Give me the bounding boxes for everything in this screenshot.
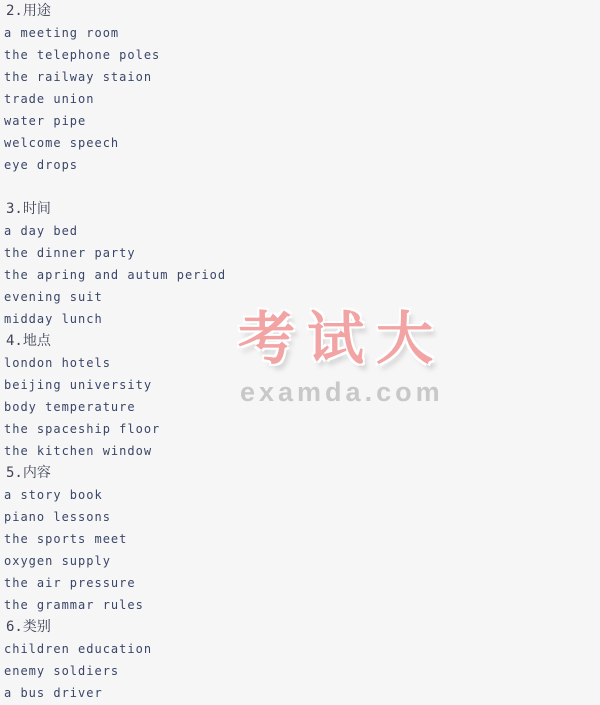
blank-line	[0, 176, 600, 198]
list-item: the railway staion	[4, 70, 153, 84]
section-heading: 6.类别	[6, 619, 51, 635]
list-item: children education	[4, 642, 153, 656]
list-item: midday lunch	[4, 312, 103, 326]
list-item: the air pressure	[4, 576, 136, 590]
list-item: trade union	[4, 92, 95, 106]
list-item: enemy soldiers	[4, 664, 120, 678]
list-item: a bus driver	[4, 686, 103, 700]
list-item: piano lessons	[4, 510, 111, 524]
list-item: a meeting room	[4, 26, 120, 40]
list-item: a story book	[4, 488, 103, 502]
section-heading: 2.用途	[6, 3, 51, 19]
examda-logo-text: 考试大	[238, 306, 445, 372]
list-item: welcome speech	[4, 136, 120, 150]
list-item: london hotels	[4, 356, 111, 370]
list-item: the sports meet	[4, 532, 128, 546]
section-heading: 5.内容	[6, 465, 51, 481]
list-item: body temperature	[4, 400, 136, 414]
list-item: evening suit	[4, 290, 103, 304]
section-heading: 3.时间	[6, 201, 51, 217]
list-item: the telephone poles	[4, 48, 161, 62]
list-item: a day bed	[4, 224, 79, 238]
list-item: the dinner party	[4, 246, 136, 260]
list-item: water pipe	[4, 114, 87, 128]
list-item: the apring and autum period	[4, 268, 227, 282]
list-item: eye drops	[4, 158, 79, 172]
list-item: the spaceship floor	[4, 422, 161, 436]
examda-domain-text: examda.com	[240, 376, 444, 407]
list-item: the grammar rules	[4, 598, 144, 612]
list-item: the kitchen window	[4, 444, 153, 458]
list-item: oxygen supply	[4, 554, 111, 568]
section-heading: 4.地点	[6, 333, 51, 349]
list-item: beijing university	[4, 378, 153, 392]
